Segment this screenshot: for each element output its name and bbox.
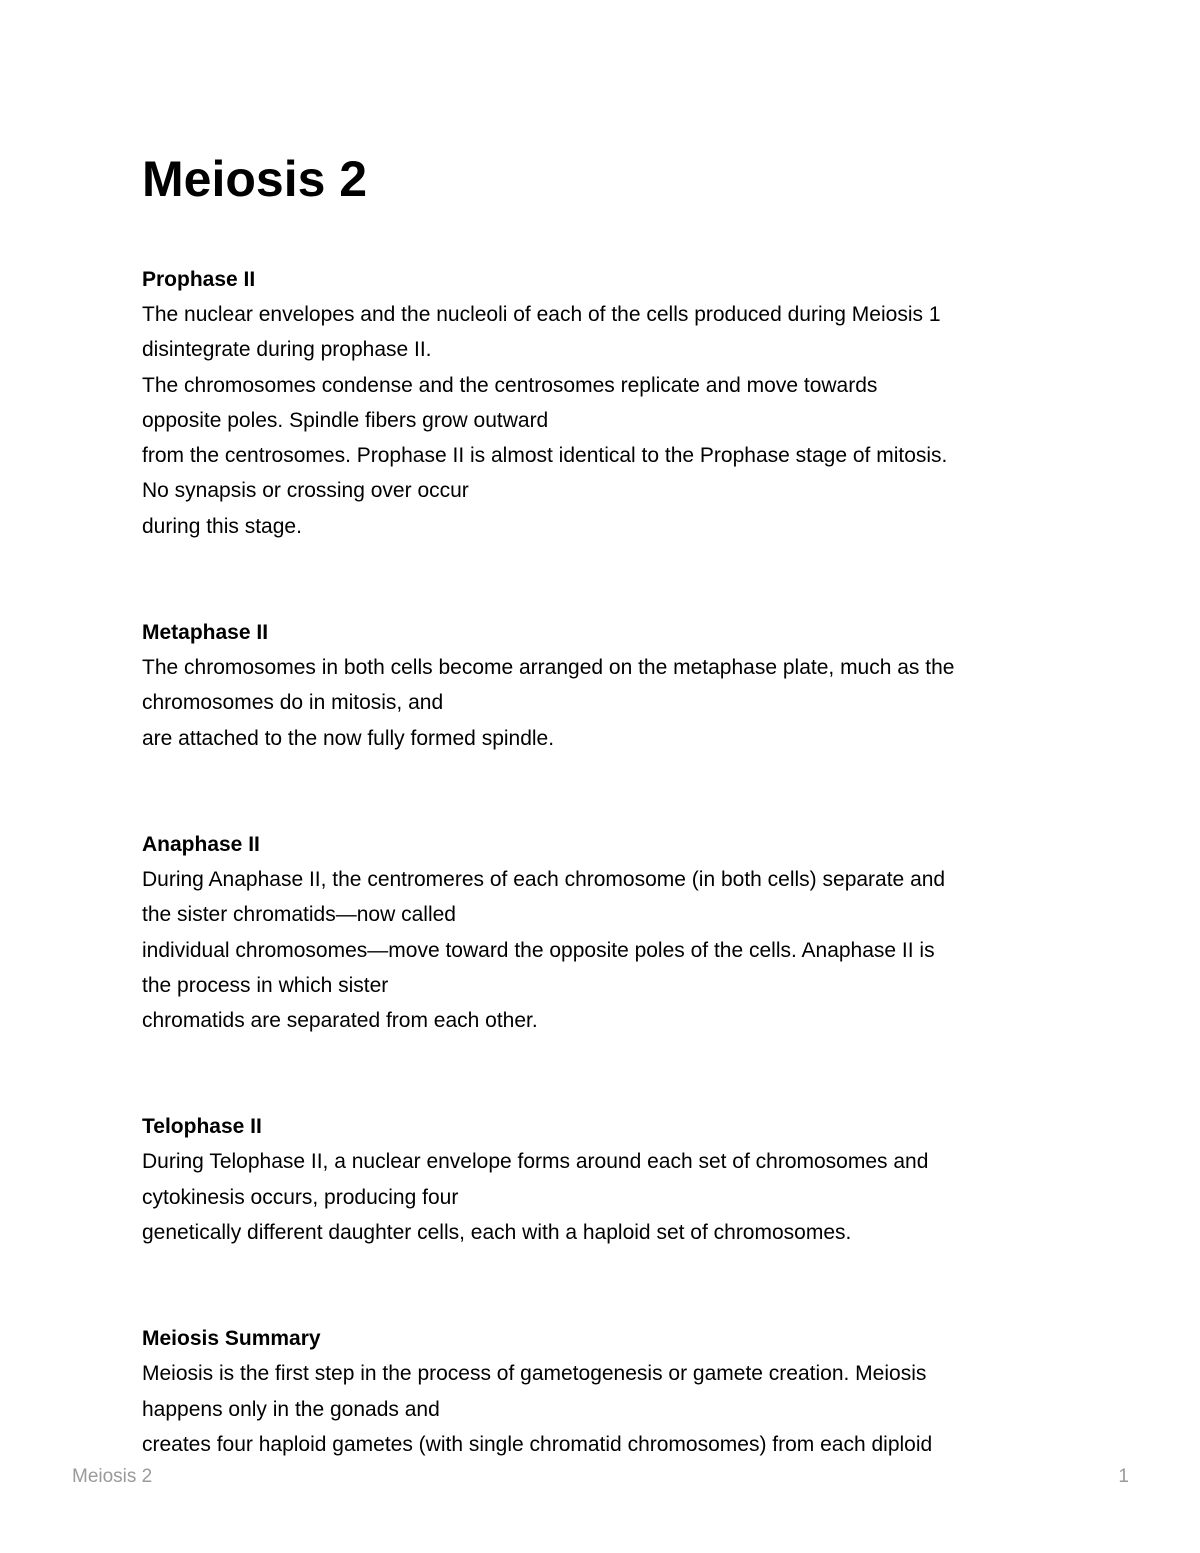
page-content: [142, 148, 1082, 1462]
paragraph-line: genetically different daughter cells, each with a haploid set of chromosomes.: [142, 1221, 852, 1245]
paragraph-line: cytokinesis occurs, producing four: [142, 1185, 459, 1209]
paragraph-line: individual chromosomes—move toward the opposite poles of the cells. Anaphase II is: [142, 938, 935, 962]
section-heading: Prophase II: [142, 268, 256, 291]
section-heading: Telophase II: [142, 1115, 262, 1139]
paragraph-line: The chromosomes in both cells become arranged on the metaphase plate, much as the: [142, 656, 955, 680]
section-heading: Anaphase II: [142, 832, 260, 856]
paragraph-line: creates four haploid gametes (with single chromatid chromosomes) from each diploid: [142, 1432, 933, 1456]
paragraph-line: disintegrate during prophase II.: [142, 338, 432, 362]
section-anaphase-ii: [142, 827, 1082, 1038]
paragraph-line: during this stage.: [142, 514, 302, 538]
section-meiosis-summary: [142, 1321, 1082, 1462]
paragraph-line: The chromosomes condense and the centrosomes replicate and move towards: [142, 373, 878, 397]
document-title: Meiosis 2: [142, 151, 368, 207]
paragraph-line: happens only in the gonads and: [142, 1397, 440, 1421]
paragraph-line: No synapsis or crossing over occur: [142, 479, 469, 503]
footer-document-title: Meiosis 2: [72, 1466, 153, 1487]
paragraph-line: Meiosis is the first step in the process of gametogenesis or gamete creation. Meiosis: [142, 1362, 927, 1386]
paragraph-line: the process in which sister: [142, 973, 389, 997]
paragraph-line: During Anaphase II, the centromeres of each chromosome (in both cells) separate and: [142, 867, 946, 891]
section-prophase-ii: [142, 262, 1082, 544]
paragraph-line: chromatids are separated from each other.: [142, 1009, 538, 1033]
paragraph-line: The nuclear envelopes and the nucleoli of each of the cells produced during Meiosis 1: [142, 303, 941, 326]
section-heading: Metaphase II: [142, 621, 269, 645]
paragraph-line: chromosomes do in mitosis, and: [142, 691, 444, 715]
paragraph-line: the sister chromatids—now called: [142, 903, 456, 927]
footer-page-number: 1: [1118, 1466, 1129, 1487]
section-heading: Meiosis Summary: [142, 1327, 321, 1351]
paragraph-line: from the centrosomes. Prophase II is almost identical to the Prophase stage of mitosis.: [142, 444, 948, 468]
paragraph-line: opposite poles. Spindle fibers grow outward: [142, 408, 549, 432]
paragraph-line: During Telophase II, a nuclear envelope forms around each set of chromosomes and: [142, 1150, 929, 1174]
section-telophase-ii: [142, 1109, 1082, 1250]
section-metaphase-ii: [142, 615, 1082, 756]
paragraph-line: are attached to the now fully formed spindle.: [142, 726, 555, 750]
